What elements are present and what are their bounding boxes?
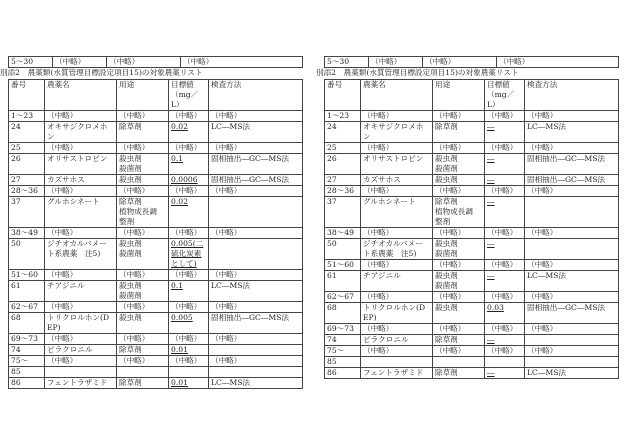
table-row (325, 143, 619, 154)
row-number: 62～67 (9, 302, 45, 313)
row-name: （中略） (45, 228, 117, 239)
row-name: トリクロルホン(D EP) (45, 313, 117, 334)
row-method: （中略） (525, 324, 619, 335)
row-number: 68 (325, 303, 361, 324)
table-row (9, 111, 303, 122)
row-target: 0.01 (169, 345, 209, 356)
row-number: 37 (325, 197, 361, 228)
row-name: オキサジクロメホ ン (45, 122, 117, 143)
row-use: 殺虫剤 (433, 303, 485, 324)
table-row (325, 154, 619, 175)
row-use: （中略） (433, 292, 485, 303)
row-use: （中略） (117, 270, 169, 281)
row-target: （中略） (485, 143, 525, 154)
row-target: ― (485, 271, 525, 292)
row-number: 27 (9, 175, 45, 186)
table-row (9, 313, 303, 334)
row-method: （中略） (209, 302, 303, 313)
row-name: トリクロルホン(D EP) (361, 303, 433, 324)
row-number: 69～73 (325, 324, 361, 335)
row-method: （中略） (525, 143, 619, 154)
row-number: 62～67 (325, 292, 361, 303)
top-cell: （中略） (181, 57, 303, 68)
table-row (9, 345, 303, 356)
row-number: 85 (325, 357, 361, 368)
table-row (9, 281, 303, 302)
row-use: 殺虫剤 (117, 313, 169, 334)
table-caption: 別添2 農薬類(水質管理目標設定項目15)の対象農薬リスト (316, 68, 519, 77)
row-name: （中略） (361, 324, 433, 335)
row-name: チアジニル (361, 271, 433, 292)
row-use (433, 357, 485, 368)
row-name: カズサホス (45, 175, 117, 186)
row-method: （中略） (209, 143, 303, 154)
row-target: ― (485, 175, 525, 186)
row-number: 86 (325, 368, 361, 379)
right-panel (316, 56, 618, 379)
row-number: 38～49 (325, 228, 361, 239)
table-row (9, 175, 303, 186)
table-row (9, 186, 303, 197)
row-number: 27 (325, 175, 361, 186)
row-name: オリサストロビン (45, 154, 117, 175)
table-row (325, 368, 619, 379)
row-target: （中略） (485, 186, 525, 197)
row-number: 68 (9, 313, 45, 334)
row-target: （中略） (169, 270, 209, 281)
row-target: （中略） (485, 111, 525, 122)
row-use: （中略） (433, 186, 485, 197)
row-target: ― (485, 197, 525, 228)
row-method: 固相抽出―GC―MS法 (525, 175, 619, 186)
table-row (325, 324, 619, 335)
row-name: （中略） (361, 186, 433, 197)
table-header-row (325, 80, 619, 111)
row-use: （中略） (117, 228, 169, 239)
row-name: オキサジクロメホ ン (361, 122, 433, 143)
row-method: （中略） (525, 186, 619, 197)
row-use: 殺虫剤 殺菌剤 (433, 154, 485, 175)
row-number: 28～36 (325, 186, 361, 197)
row-method: （中略） (209, 270, 303, 281)
row-target: 0.1 (169, 154, 209, 175)
row-target: ― (485, 368, 525, 379)
row-target: （中略） (485, 260, 525, 271)
row-method: 固相抽出―GC―MS法 (209, 154, 303, 175)
table-caption: 別添2 農薬類(水質管理目標設定項目15)の対象農薬リスト (0, 68, 203, 77)
table-row (325, 197, 619, 228)
row-number: 50 (9, 239, 45, 270)
row-use: （中略） (117, 186, 169, 197)
row-target: 0.1 (169, 281, 209, 302)
row-use: 殺虫剤 殺菌剤 (117, 239, 169, 270)
row-number: 50 (325, 239, 361, 260)
row-target: 0.02 (169, 197, 209, 228)
row-method: LC―MS法 (209, 122, 303, 143)
top-cell: （中略） (423, 57, 497, 68)
header-method: 検査方法 (525, 80, 619, 111)
table-row (325, 186, 619, 197)
row-name: （中略） (361, 292, 433, 303)
row-use: （中略） (433, 111, 485, 122)
table-row (325, 239, 619, 260)
top-cell: （中略） (497, 57, 619, 68)
row-target: （中略） (169, 143, 209, 154)
row-name: グルホシネート (361, 197, 433, 228)
top-cell: （中略） (369, 57, 423, 68)
row-target: 0.01 (169, 378, 209, 389)
table-row (9, 302, 303, 313)
row-method: LC―MS法 (525, 368, 619, 379)
row-use: 除草剤 (433, 122, 485, 143)
row-target: （中略） (169, 356, 209, 367)
row-method: （中略） (209, 111, 303, 122)
row-method: （中略） (525, 228, 619, 239)
row-method: （中略） (209, 228, 303, 239)
row-number: 24 (325, 122, 361, 143)
row-use: （中略） (117, 356, 169, 367)
row-use: （中略） (433, 346, 485, 357)
table-row (9, 122, 303, 143)
header-number: 番号 (9, 80, 45, 111)
row-name: ピラクロニル (361, 335, 433, 346)
table-row (9, 239, 303, 270)
row-method: （中略） (525, 260, 619, 271)
table-row (325, 335, 619, 346)
row-use: 除草剤 (433, 368, 485, 379)
row-method: （中略） (525, 346, 619, 357)
row-use: 殺虫剤 (117, 175, 169, 186)
row-method: （中略） (209, 334, 303, 345)
row-use: 除草剤 植物成長調 整剤 (117, 197, 169, 228)
row-use: （中略） (117, 143, 169, 154)
row-method (525, 335, 619, 346)
table-row (325, 175, 619, 186)
row-method (525, 239, 619, 260)
row-number: 1～23 (325, 111, 361, 122)
row-number: 74 (9, 345, 45, 356)
left-panel (0, 56, 302, 389)
row-target: ― (485, 122, 525, 143)
row-name: （中略） (45, 334, 117, 345)
row-use: （中略） (117, 111, 169, 122)
table-row (9, 270, 303, 281)
table-row (9, 197, 303, 228)
row-method (209, 197, 303, 228)
top-cell: （中略） (53, 57, 107, 68)
row-use: （中略） (117, 302, 169, 313)
row-use: 殺虫剤 (433, 175, 485, 186)
row-number: 61 (9, 281, 45, 302)
row-method (209, 367, 303, 378)
row-number: 38～49 (9, 228, 45, 239)
row-name: （中略） (45, 186, 117, 197)
row-number: 37 (9, 197, 45, 228)
row-method: 固相抽出―GC―MS法 (525, 303, 619, 324)
row-name: （中略） (361, 143, 433, 154)
row-use: （中略） (433, 143, 485, 154)
row-method: 固相抽出―GC―MS法 (209, 175, 303, 186)
row-number: 75～ (9, 356, 45, 367)
header-target: 目標値 （mg／L） (485, 80, 525, 111)
row-number: 26 (325, 154, 361, 175)
row-use: 除草剤 (433, 335, 485, 346)
row-target: （中略） (169, 111, 209, 122)
table-row (325, 357, 619, 368)
row-method (209, 345, 303, 356)
row-number: 69～73 (9, 334, 45, 345)
row-use: （中略） (117, 334, 169, 345)
pesticide-table (8, 79, 303, 389)
row-target: （中略） (169, 186, 209, 197)
row-name: （中略） (361, 228, 433, 239)
row-name: グルホシネート (45, 197, 117, 228)
row-number: 51～60 (9, 270, 45, 281)
row-use: 殺虫剤 殺菌剤 (117, 281, 169, 302)
row-target: （中略） (169, 302, 209, 313)
row-name: （中略） (45, 356, 117, 367)
row-number: 86 (9, 378, 45, 389)
table-row (325, 122, 619, 143)
row-target: ― (485, 154, 525, 175)
top-cell: 5～30 (325, 57, 369, 68)
row-number: 24 (9, 122, 45, 143)
header-name: 農薬名 (45, 80, 117, 111)
row-target: （中略） (169, 334, 209, 345)
row-use: 除草剤 植物成長調 整剤 (433, 197, 485, 228)
row-number: 25 (9, 143, 45, 154)
table-row (325, 346, 619, 357)
top-cell: 5～30 (9, 57, 53, 68)
row-name: （中略） (361, 260, 433, 271)
row-name: チアジニル (45, 281, 117, 302)
row-number: 26 (9, 154, 45, 175)
row-target: （中略） (485, 292, 525, 303)
row-method: 固相抽出―GC―MS法 (525, 154, 619, 175)
row-name: （中略） (45, 143, 117, 154)
row-name (45, 367, 117, 378)
top-row-table (8, 56, 303, 68)
row-name: ピラクロニル (45, 345, 117, 356)
table-row (9, 143, 303, 154)
row-name: カズサホス (361, 175, 433, 186)
row-name: ジチオカルバメー ト系農薬 注5) (361, 239, 433, 260)
table-row (9, 367, 303, 378)
top-row (9, 57, 303, 68)
row-use: 除草剤 (117, 345, 169, 356)
row-target: 0.005 (169, 313, 209, 334)
row-name: フェントラザミド (45, 378, 117, 389)
table-row (325, 303, 619, 324)
row-use: （中略） (433, 260, 485, 271)
row-use: （中略） (433, 228, 485, 239)
row-name: フェントラザミド (361, 368, 433, 379)
header-use: 用途 (117, 80, 169, 111)
table-row (9, 356, 303, 367)
row-number: 61 (325, 271, 361, 292)
row-method (525, 197, 619, 228)
row-number: 1～23 (9, 111, 45, 122)
table-row (325, 111, 619, 122)
row-method: （中略） (209, 186, 303, 197)
row-method (525, 357, 619, 368)
pesticide-table (324, 79, 619, 379)
table-header-row (9, 80, 303, 111)
table-row (325, 271, 619, 292)
row-target: （中略） (169, 228, 209, 239)
header-method: 検査方法 (209, 80, 303, 111)
row-method: （中略） (525, 292, 619, 303)
row-method (209, 239, 303, 270)
top-row-table (324, 56, 619, 68)
row-use: 殺虫剤 殺菌剤 (433, 271, 485, 292)
row-use: （中略） (433, 324, 485, 335)
row-method: （中略） (209, 356, 303, 367)
row-target: （中略） (485, 324, 525, 335)
table-row (9, 154, 303, 175)
header-use: 用途 (433, 80, 485, 111)
row-target: 0.0006 (169, 175, 209, 186)
table-row (325, 260, 619, 271)
row-method: 固相抽出―GC―MS法 (209, 313, 303, 334)
table-row (9, 228, 303, 239)
table-row (325, 292, 619, 303)
row-name: オリサストロビン (361, 154, 433, 175)
table-row (325, 228, 619, 239)
row-use: 除草剤 (117, 378, 169, 389)
top-cell: （中略） (107, 57, 181, 68)
header-name: 農薬名 (361, 80, 433, 111)
row-use: 除草剤 (117, 122, 169, 143)
row-target: （中略） (485, 346, 525, 357)
row-name: （中略） (45, 270, 117, 281)
header-target: 目標値 （mg／L） (169, 80, 209, 111)
row-name: （中略） (45, 302, 117, 313)
row-method: LC―MS法 (209, 281, 303, 302)
row-use: 殺虫剤 殺菌剤 (433, 239, 485, 260)
row-target: 0.03 (485, 303, 525, 324)
row-number: 74 (325, 335, 361, 346)
row-target (485, 357, 525, 368)
row-number: 51～60 (325, 260, 361, 271)
table-row (9, 334, 303, 345)
row-number: 75～ (325, 346, 361, 357)
row-name: （中略） (361, 346, 433, 357)
table-row (9, 378, 303, 389)
top-row (325, 57, 619, 68)
row-target: ― (485, 335, 525, 346)
row-target (169, 367, 209, 378)
row-method: LC―MS法 (525, 271, 619, 292)
row-number: 28～36 (9, 186, 45, 197)
row-name (361, 357, 433, 368)
header-number: 番号 (325, 80, 361, 111)
row-name: （中略） (45, 111, 117, 122)
row-use (117, 367, 169, 378)
row-number: 85 (9, 367, 45, 378)
row-method: LC―MS法 (525, 122, 619, 143)
row-method: LC―MS法 (209, 378, 303, 389)
row-target: ― (485, 239, 525, 260)
row-target: 0.005(二 硫化炭素 として) (169, 239, 209, 270)
row-number: 25 (325, 143, 361, 154)
row-name: （中略） (361, 111, 433, 122)
row-use: 殺虫剤 殺菌剤 (117, 154, 169, 175)
row-target: 0.02 (169, 122, 209, 143)
row-method: （中略） (525, 111, 619, 122)
row-name: ジチオカルバメー ト系農薬 注5) (45, 239, 117, 270)
row-target: （中略） (485, 228, 525, 239)
